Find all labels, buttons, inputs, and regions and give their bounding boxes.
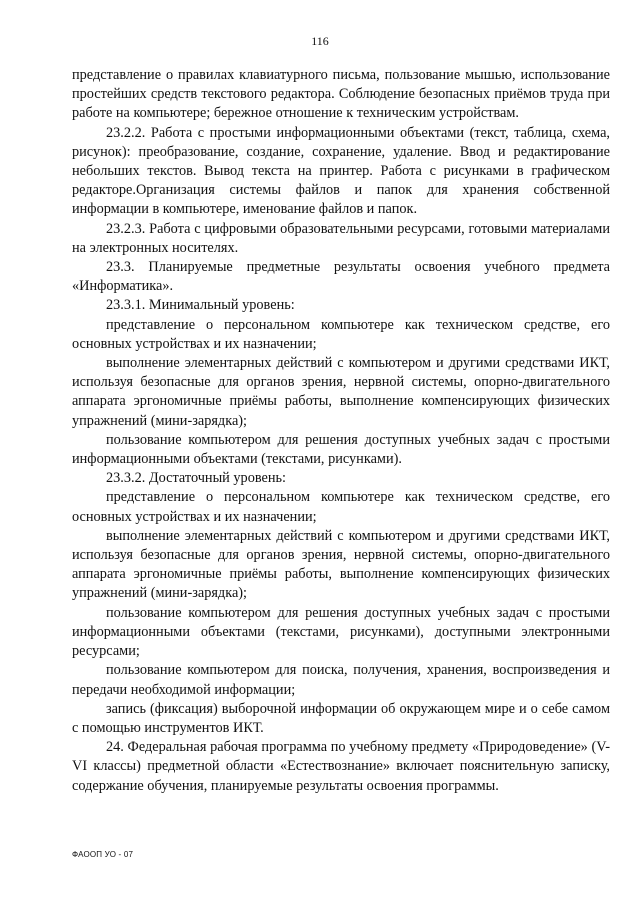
body-text <box>72 66 610 796</box>
sufficient-level-item: пользование компьютером для решения доступных учебных задач с простыми информационными объектами (текстами, рисунками), доступными электронными ресурсами; <box>72 604 610 660</box>
minimal-level-item: представление о персональном компьютере как техническом средстве, его основных устройствах и их назначении; <box>72 316 610 352</box>
page-number: 116 <box>311 34 329 48</box>
paragraph-23-2-3: 23.2.3. Работа с цифровыми образовательными ресурсами, готовыми материалами на электронных носителях. <box>72 220 610 256</box>
paragraph-23-2-2: 23.2.2. Работа с простыми информационными объектами (текст, таблица, схема, рисунок): преобразование, создание, сохранение, удаление. Ввод и редактирование небольших текстов. Вывод текста на принтер. Работа с рисунками в графическом редакторе.Организация системы файлов и папок для хранения собственной информации в компьютере, именование файлов и папок. <box>72 124 610 218</box>
paragraph-23-3: 23.3. Планируемые предметные результаты освоения учебного предмета «Информатика». <box>72 259 610 295</box>
minimal-level-item: пользование компьютером для решения доступных учебных задач с простыми информационными объектами (текстами, рисунками). <box>72 431 610 468</box>
paragraph-24: 24. Федеральная рабочая программа по учебному предмету «Природоведение» (V-VI классы) предметной области «Естествознание» включает пояснительную записку, содержание обучения, планируемые результаты освоения программы. <box>72 739 610 794</box>
sufficient-level-item: представление о персональном компьютере как техническом средстве, его основных устройствах и их назначении; <box>72 489 610 525</box>
document-footer-code: ФАООП УО - 07 <box>72 850 134 859</box>
heading-minimal-level: 23.3.1. Минимальный уровень: <box>106 297 295 314</box>
sufficient-level-item: выполнение элементарных действий с компьютером и другими средствами ИКТ, используя безопасные для органов зрения, нервной системы, опорно-двигательного аппарата эргономичные приёмы работы, выполнение компенсирующих физических упражнений (мини-зарядка); <box>72 527 610 602</box>
sufficient-level-item: пользование компьютером для поиска, получения, хранения, воспроизведения и передачи необходимой информации; <box>72 662 610 698</box>
sufficient-level-item: запись (фиксация) выборочной информации об окружающем мире и о себе самом с помощью инструментов ИКТ. <box>72 700 610 736</box>
minimal-level-item: выполнение элементарных действий с компьютером и другими средствами ИКТ, используя безопасные для органов зрения, нервной системы, опорно-двигательного аппарата эргономичные приёмы работы, выполнение компенсирующих физических упражнений (мини-зарядка); <box>72 355 610 429</box>
heading-sufficient-level: 23.3.2. Достаточный уровень: <box>106 470 287 487</box>
paragraph-continuation: представление о правилах клавиатурного письма, пользование мышью, использование простейших средств текстового редактора. Соблюдение безопасных приёмов труда при работе на компьютере; бережное отношение к техническим устройствам. <box>72 67 610 122</box>
